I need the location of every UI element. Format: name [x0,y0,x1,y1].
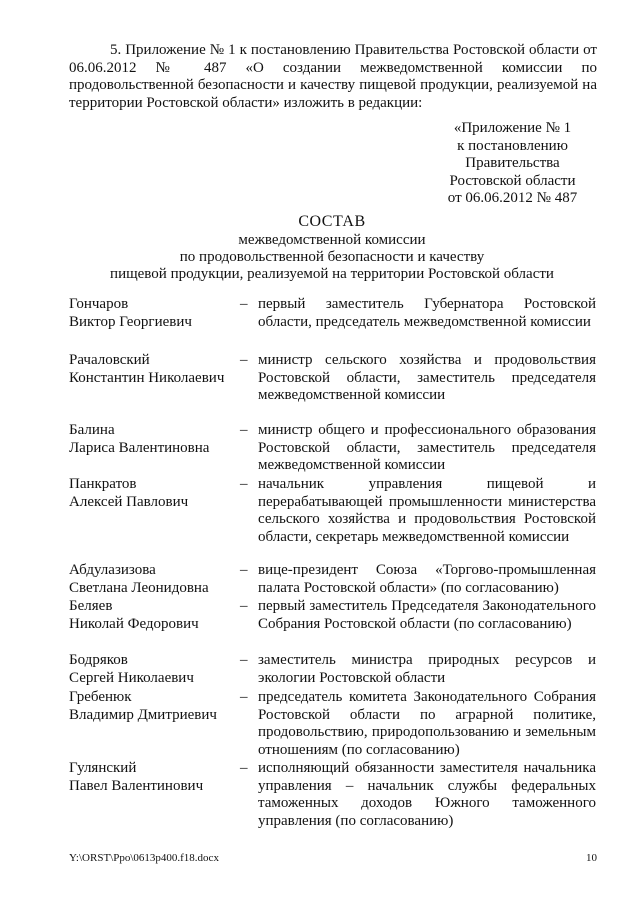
heading-subtitle-line: пищевой продукции, реализуемой на территории Ростовской области [110,266,554,282]
member-surname: Бодряков [69,652,128,668]
member-name [69,562,234,597]
member-given-name: Владимир Дмитриевич [69,706,217,723]
member-name [69,476,234,511]
composition-heading [0,212,640,283]
member-given-name: Алексей Павлович [69,493,189,510]
member-name [69,760,234,795]
member-name [69,352,234,387]
member-name [69,652,234,687]
member-dash: – [240,476,248,492]
member-given-name: Павел Валентинович [69,777,204,794]
member-dash: – [240,689,248,705]
member-surname: Абдулазизова [69,562,156,578]
heading-subtitle-line: межведомственной комиссии [238,232,426,248]
member-given-name: Виктор Георгиевич [69,313,192,330]
appendix-reference [420,120,605,208]
appendix-line: «Приложение № 1 [453,120,572,136]
member-role: заместитель министра природных ресурсов и экологии Ростовской области [258,652,596,686]
member-surname: Гребенюк [69,689,132,705]
member-given-name: Светлана Леонидовна [69,579,209,596]
member-dash: – [240,562,248,578]
member-surname: Панкратов [69,476,137,492]
heading-title: СОСТАВ [298,213,366,230]
member-name [69,296,234,331]
member-role: председатель комитета Законодательного Собрания Ростовской области по аграрной политике, продовольствию, природопользованию и земельным отношениям (по согласованию) [258,689,596,758]
member-given-name: Константин Николаевич [69,369,225,386]
member-role: вице-президент Союза «Торгово-промышленная палата Ростовской области» (по согласованию) [258,562,596,596]
appendix-line: Ростовской области [449,172,576,189]
member-role: министр сельского хозяйства и продовольствия Ростовской области, заместитель председателя межведомственной комиссии [258,352,596,403]
appendix-line: к постановлению [457,137,568,154]
member-role: министр общего и профессионального образования Ростовской области, заместитель председателя межведомственной комиссии [258,422,596,473]
amendment-paragraph: 5. Приложение № 1 к постановлению Правительства Ростовской области от 06.06.2012 № 487 «О создании межведомственной комиссии по продовольственной безопасности и качеству пищевой продукции, реализуемой на территории Ростовской области» изложить в редакции: [69,42,597,111]
file-path: Y:\ORST\Ppo\0613p400.f18.docx [69,852,219,864]
member-surname: Гончаров [69,296,129,312]
member-name [69,422,234,457]
member-role: исполняющий обязанности заместителя начальника управления – начальник службы федеральных таможенных доходов Южного таможенного управления (по согласованию) [258,760,596,829]
member-name [69,598,234,633]
member-role: первый заместитель Председателя Законодательного Собрания Ростовской области (по согласованию) [258,598,596,632]
member-surname: Рачаловский [69,352,150,368]
member-dash: – [240,598,248,614]
member-given-name: Лариса Валентиновна [69,439,210,456]
member-dash: – [240,760,248,776]
member-name [69,689,234,724]
member-surname: Беляев [69,598,113,614]
member-dash: – [240,652,248,668]
member-dash: – [240,352,248,368]
appendix-line: от 06.06.2012 № 487 [447,190,578,206]
member-surname: Балина [69,422,115,438]
member-dash: – [240,422,248,438]
member-dash: – [240,296,248,312]
heading-subtitle-line: по продовольственной безопасности и качеству [179,249,485,265]
member-given-name: Николай Федорович [69,615,199,632]
member-given-name: Сергей Николаевич [69,669,194,686]
member-role: первый заместитель Губернатора Ростовской области, председатель межведомственной комиссии [258,296,596,330]
member-role: начальник управления пищевой и перерабатывающей промышленности министерства сельского хозяйства и продовольствия Ростовской области, секретарь межведомственной комиссии [258,476,596,545]
appendix-line: Правительства [465,155,560,171]
member-surname: Гулянский [69,760,137,776]
page-number: 10 [586,852,597,864]
